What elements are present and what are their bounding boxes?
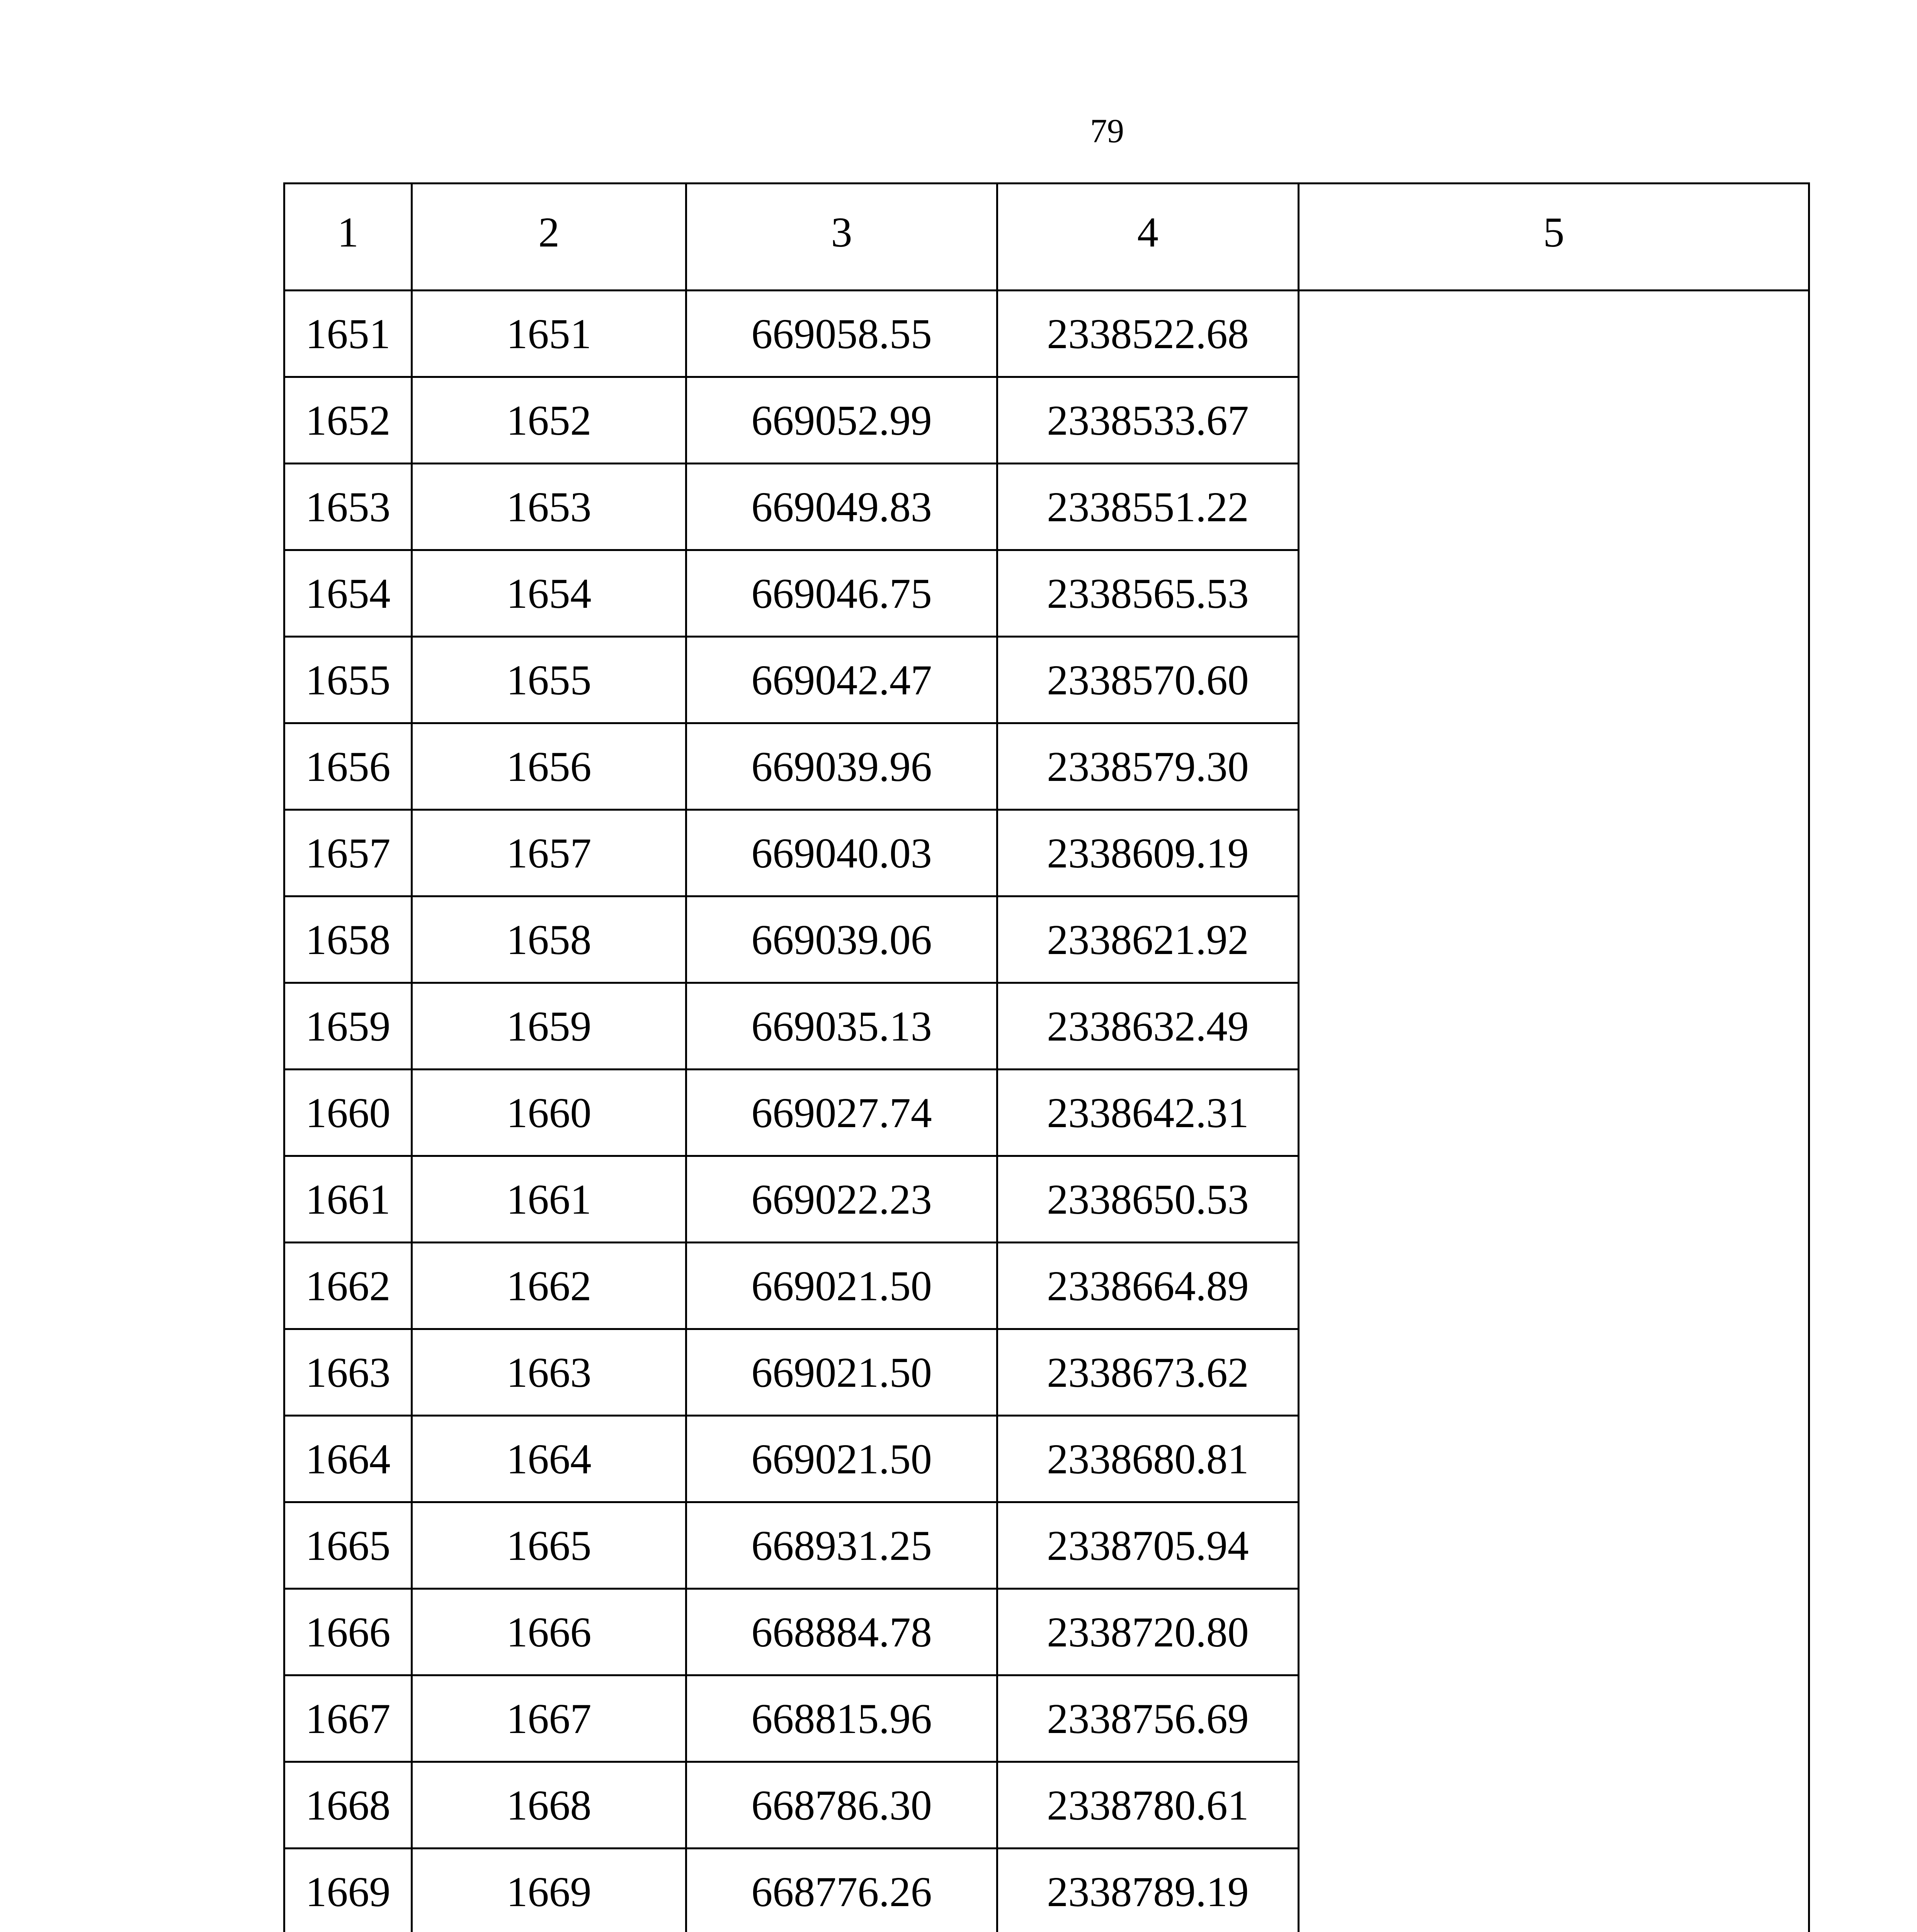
table-cell-col-1: 1654 (284, 550, 412, 637)
table-cell-col-4: 2338642.31 (997, 1070, 1299, 1156)
table-cell-col-4: 2338522.68 (997, 291, 1299, 377)
table-cell-col-3: 669049.83 (686, 464, 997, 550)
table-cell-col-2: 1656 (412, 723, 686, 810)
table-cell-col-4: 2338621.92 (997, 896, 1299, 983)
table-cell-col-1: 1663 (284, 1329, 412, 1416)
table-cell-col-1: 1666 (284, 1589, 412, 1675)
table-cell-col-1: 1661 (284, 1156, 412, 1243)
coordinates-table (283, 182, 1810, 1932)
table-cell-col-4: 2338664.89 (997, 1243, 1299, 1329)
table-cell-col-2: 1652 (412, 377, 686, 464)
table-cell-col-1: 1657 (284, 810, 412, 896)
table-row (284, 291, 1809, 377)
table-cell-col-2: 1654 (412, 550, 686, 637)
table-cell-col-1: 1667 (284, 1675, 412, 1762)
column-header-3: 3 (686, 184, 997, 291)
column-header-4: 4 (997, 184, 1299, 291)
table-cell-col-1: 1652 (284, 377, 412, 464)
table-cell-col-2: 1660 (412, 1070, 686, 1156)
table-cell-col-4: 2338632.49 (997, 983, 1299, 1070)
table-cell-col-1: 1662 (284, 1243, 412, 1329)
table-cell-col-4: 2338533.67 (997, 377, 1299, 464)
table-cell-col-2: 1651 (412, 291, 686, 377)
table-cell-col-2: 1663 (412, 1329, 686, 1416)
table-cell-col-1: 1651 (284, 291, 412, 377)
table-cell-col-4: 2338609.19 (997, 810, 1299, 896)
table-cell-col-1: 1660 (284, 1070, 412, 1156)
table-cell-col-3: 669021.50 (686, 1329, 997, 1416)
table-cell-col-4: 2338756.69 (997, 1675, 1299, 1762)
table-cell-col-3: 669046.75 (686, 550, 997, 637)
table-cell-col-3: 669022.23 (686, 1156, 997, 1243)
page-number: 79 (1090, 112, 1124, 150)
table-cell-col-3: 669052.99 (686, 377, 997, 464)
table-cell-col-1: 1659 (284, 983, 412, 1070)
column-header-2: 2 (412, 184, 686, 291)
table-cell-col-1: 1665 (284, 1502, 412, 1589)
table-cell-col-3: 668931.25 (686, 1502, 997, 1589)
table-cell-col-3: 668884.78 (686, 1589, 997, 1675)
table-cell-col-2: 1669 (412, 1849, 686, 1932)
column-header-5: 5 (1299, 184, 1809, 291)
table-cell-col-2: 1657 (412, 810, 686, 896)
table-cell-col-4: 2338551.22 (997, 464, 1299, 550)
table-cell-col-4: 2338720.80 (997, 1589, 1299, 1675)
table-cell-col-4: 2338780.61 (997, 1762, 1299, 1849)
table-cell-col-2: 1668 (412, 1762, 686, 1849)
table-cell-col-1: 1653 (284, 464, 412, 550)
table-cell-col-4: 2338650.53 (997, 1156, 1299, 1243)
table-cell-col-3: 669039.96 (686, 723, 997, 810)
table-cell-col-1: 1656 (284, 723, 412, 810)
table-cell-col-2: 1661 (412, 1156, 686, 1243)
table-cell-col-3: 669042.47 (686, 637, 997, 723)
table-cell-col-3: 669039.06 (686, 896, 997, 983)
table-cell-col-4: 2338565.53 (997, 550, 1299, 637)
table-cell-col-2: 1653 (412, 464, 686, 550)
table-cell-col-2: 1659 (412, 983, 686, 1070)
table-cell-col-1: 1668 (284, 1762, 412, 1849)
table-cell-col-2: 1658 (412, 896, 686, 983)
column-header-1: 1 (284, 184, 412, 291)
table-cell-col-1: 1658 (284, 896, 412, 983)
table-cell-col-2: 1664 (412, 1416, 686, 1502)
table-cell-col-3: 668786.30 (686, 1762, 997, 1849)
table-cell-col-3: 669058.55 (686, 291, 997, 377)
table-cell-col-3: 668815.96 (686, 1675, 997, 1762)
table-cell-col-3: 669021.50 (686, 1416, 997, 1502)
table-cell-col-4: 2338680.81 (997, 1416, 1299, 1502)
table-cell-col-1: 1669 (284, 1849, 412, 1932)
table-cell-col-3: 669035.13 (686, 983, 997, 1070)
table-cell-col-3: 669021.50 (686, 1243, 997, 1329)
table-header-row (284, 184, 1809, 291)
table-cell-col-1: 1655 (284, 637, 412, 723)
table-cell-col-4: 2338579.30 (997, 723, 1299, 810)
table-cell-col-2: 1666 (412, 1589, 686, 1675)
table-cell-col-2: 1665 (412, 1502, 686, 1589)
table-cell-col-3: 669040.03 (686, 810, 997, 896)
table-cell-col-4: 2338673.62 (997, 1329, 1299, 1416)
table-cell-col-4: 2338570.60 (997, 637, 1299, 723)
table-body (284, 184, 1809, 1932)
table-cell-col-1: 1664 (284, 1416, 412, 1502)
notes-column-cell (1299, 291, 1809, 1932)
table-cell-col-4: 2338789.19 (997, 1849, 1299, 1932)
table-cell-col-2: 1662 (412, 1243, 686, 1329)
table-cell-col-3: 668776.26 (686, 1849, 997, 1932)
table-cell-col-2: 1655 (412, 637, 686, 723)
table-cell-col-4: 2338705.94 (997, 1502, 1299, 1589)
table-cell-col-3: 669027.74 (686, 1070, 997, 1156)
table-cell-col-2: 1667 (412, 1675, 686, 1762)
